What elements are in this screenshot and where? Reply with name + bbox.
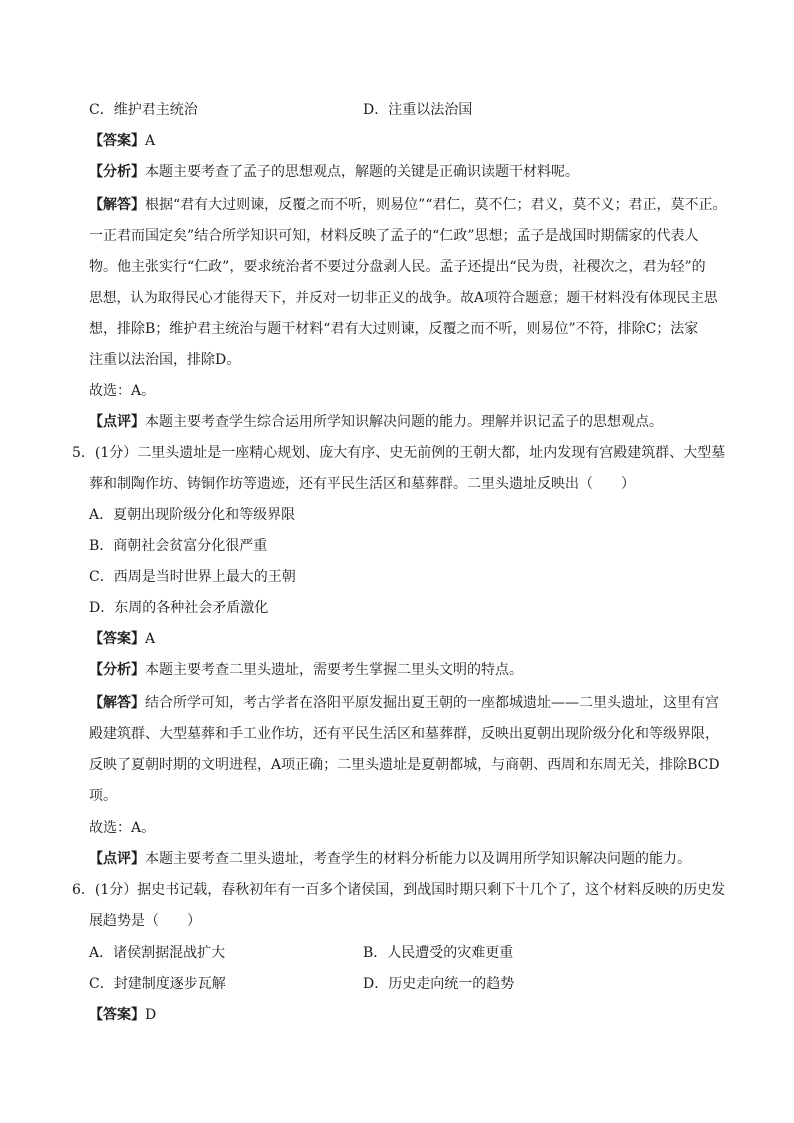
answer-text: D [145, 1007, 157, 1023]
q6-option-b: B．人民遭受的灾难更重 [363, 945, 514, 961]
q6-option-d: D．历史走向统一的趋势 [363, 976, 515, 992]
q6-option-a: A．诸侯割据混战扩大 [89, 945, 226, 961]
prev-solution-line-1: 一正君而国定矣”结合所学知识可知，材料反映了孟子的“仁政”思想；孟子是战国时期儒家的代表人 [89, 228, 699, 244]
prev-solution-line-4: 想，排除B；维护君主统治与题干材料“君有大过则谏，反覆之而不听，则易位”不符，排除C；法家 [89, 321, 699, 337]
analysis-text: 本题主要考查了孟子的思想观点，解题的关键是正确识读题干材料呢。 [145, 164, 579, 180]
solution-text: 根据“君有大过则谏，反覆之而不听，则易位”“君仁，莫不仁；君义，莫不义；君正，莫不正。 [145, 197, 727, 213]
q5-comment [89, 849, 691, 869]
prev-comment [89, 412, 663, 432]
answer-tag: 【答案】 [89, 133, 145, 149]
q5-choice: 故选：A。 [89, 820, 156, 836]
prev-solution-line-5: 注重以法治国，排除D。 [89, 352, 241, 368]
q5-option-b: B．商朝社会贫富分化很严重 [89, 538, 268, 554]
q5-solution-line-0 [89, 693, 719, 713]
q6-stem-line-0: 6．(1分）据史书记载，春秋初年有一百多个诸侯国，到战国时期只剩下十几个了，这个材料反映的历史发 [72, 882, 726, 898]
prev-option-c: C．维护君主统治 [89, 102, 198, 118]
q6-answer [89, 1005, 156, 1025]
comment-text: 本题主要考查学生综合运用所学知识解决问题的能力。理解并识记孟子的思想观点。 [145, 414, 663, 430]
solution-tag: 【解答】 [89, 197, 145, 213]
q5-option-c: C．西周是当时世界上最大的王朝 [89, 569, 296, 585]
prev-answer [89, 131, 155, 151]
q5-analysis [89, 660, 523, 680]
comment-tag: 【点评】 [89, 414, 145, 430]
q5-solution-line-1: 殿建筑群、大型墓葬和手工业作坊，还有平民生活区和墓葬群，反映出夏朝出现阶级分化和等级界限， [89, 726, 719, 742]
analysis-text: 本题主要考查二里头遗址，需要考生掌握二里头文明的特点。 [145, 662, 523, 678]
solution-text: 结合所学可知，考古学者在洛阳平原发掘出夏王朝的一座都城遗址——二里头遗址，这里有宫 [145, 695, 719, 711]
analysis-tag: 【分析】 [89, 662, 145, 678]
q6-option-c: C．封建制度逐步瓦解 [89, 976, 226, 992]
prev-choice: 故选：A。 [89, 383, 156, 399]
q5-option-a: A．夏朝出现阶级分化和等级界限 [89, 507, 296, 523]
q5-solution-line-2: 反映了夏朝时期的文明进程，A项正确；二里头遗址是夏朝都城，与商朝、西周和东周无关，排除BCD [89, 757, 720, 773]
q5-option-d: D．东周的各种社会矛盾激化 [89, 600, 269, 616]
comment-text: 本题主要考查二里头遗址，考查学生的材料分析能力以及调用所学知识解决问题的能力。 [145, 851, 691, 867]
prev-solution-line-0 [89, 195, 726, 215]
solution-tag: 【解答】 [89, 695, 145, 711]
q5-answer [89, 629, 155, 649]
analysis-tag: 【分析】 [89, 164, 145, 180]
answer-text: A [145, 631, 156, 647]
q5-solution-line-3: 项。 [89, 788, 117, 804]
q5-stem-line-1: 葬和制陶作坊、铸铜作坊等遗迹，还有平民生活区和墓葬群。二里头遗址反映出（ ） [89, 476, 635, 492]
prev-solution-line-2: 物。他主张实行“仁政”，要求统治者不要过分盘剥人民。孟子还提出“民为贵，社稷次之，君为轻”的 [89, 259, 706, 275]
q6-stem-line-1: 展趋势是（ ） [89, 913, 201, 929]
answer-tag: 【答案】 [89, 1007, 145, 1023]
answer-tag: 【答案】 [89, 631, 145, 647]
q5-stem-line-0: 5．(1分）二里头遗址是一座精心规划、庞大有序、史无前例的王朝大都，址内发现有宫殿建筑群、大型墓 [72, 445, 726, 461]
prev-solution-line-3: 思想，认为取得民心才能得天下，并反对一切非正义的战争。故A项符合题意；题干材料没有体现民主思 [89, 290, 718, 306]
prev-analysis [89, 162, 579, 182]
answer-text: A [145, 133, 156, 149]
prev-option-d: D．注重以法治国 [363, 102, 473, 118]
comment-tag: 【点评】 [89, 851, 145, 867]
